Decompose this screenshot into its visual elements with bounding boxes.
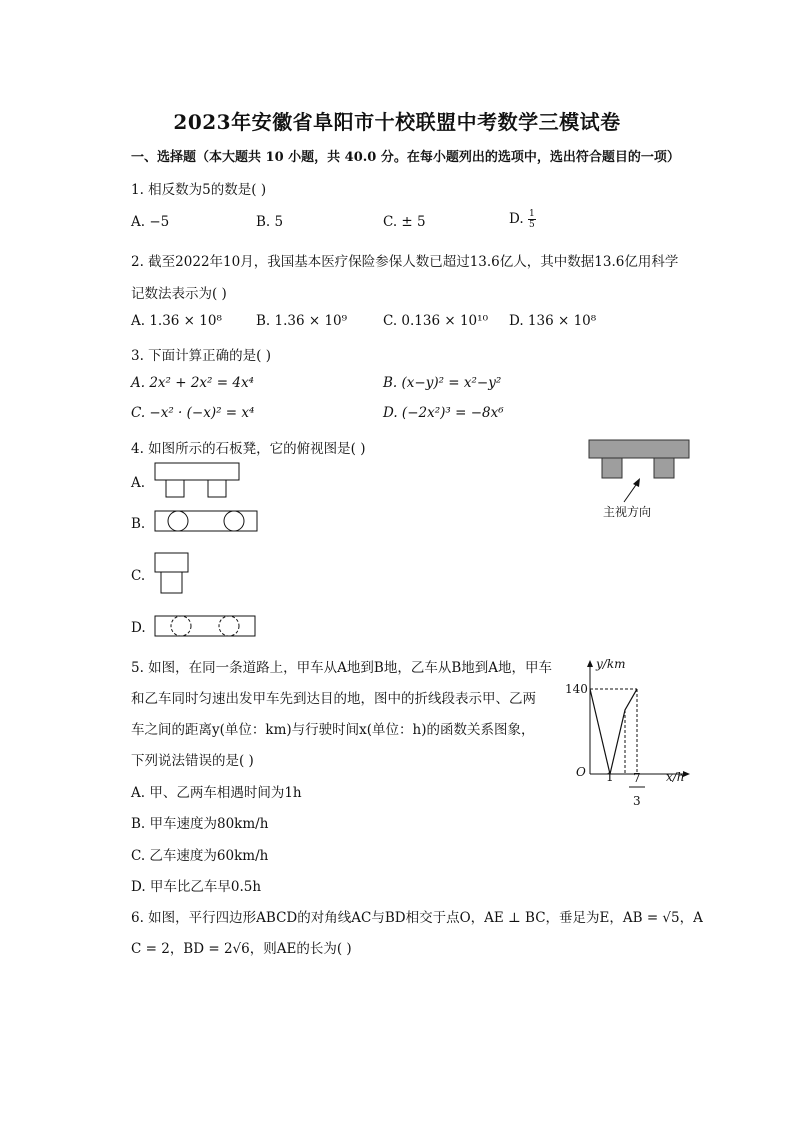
question-2-stem-line1: 2. 截至2022年10月，我国基本医疗保险参保人数已超过13.6亿人，其中数据13.6亿用科学: [131, 254, 679, 270]
bench-top-rect: [155, 463, 239, 480]
question-5-stem-line3: 车之间的距离y(单位：km)与行驶时间x(单位：h)的函数关系图象，: [131, 722, 535, 738]
q4-bench-figure: [586, 436, 694, 526]
q4-option-b-figure: [154, 510, 260, 534]
q5-distance-time-graph: [560, 652, 694, 814]
bench-leg-left: [602, 458, 622, 478]
question-3-stem: 3. 下面计算正确的是( ): [131, 348, 271, 364]
fraction-denominator: 5: [528, 220, 535, 230]
q4-option-c-label: C.: [131, 568, 146, 584]
q1-option-d-fraction: [528, 209, 536, 230]
q3-option-a: A. 2x² + 2x² = 4x⁴: [131, 375, 254, 391]
view-direction-caption: 主视方向: [603, 505, 652, 519]
bench-leg-right: [208, 480, 226, 497]
q4-option-b-label: B.: [131, 516, 146, 532]
q4-option-d-label: D.: [131, 620, 146, 636]
q1-option-b: B. 5: [256, 214, 284, 230]
x-axis-label: x/h: [666, 770, 685, 784]
question-6-stem-line2: C = 2，BD = 2√6，则AE的长为( ): [131, 941, 352, 957]
q3-option-c: C. −x² · (−x)² = x⁴: [131, 405, 255, 421]
side-view-leg: [161, 572, 182, 593]
q5-option-c: C. 乙车速度为60km/h: [131, 848, 269, 864]
q2-option-d: D. 136 × 10⁸: [509, 313, 597, 329]
q1-option-d-label: D.: [509, 211, 524, 227]
bench-leg-circle-left: [168, 511, 188, 531]
q2-option-b: B. 1.36 × 10⁹: [256, 313, 348, 329]
q1-option-a: A. −5: [131, 214, 170, 230]
y-tick-140: 140: [565, 682, 588, 696]
q1-option-d: [509, 209, 536, 230]
q3-option-b: B. (x−y)² = x²−y²: [383, 375, 502, 391]
arrow-head: [633, 478, 640, 487]
hidden-leg-circle-left: [171, 616, 191, 636]
page-title: 2023年安徽省阜阳市十校联盟中考数学三模试卷: [173, 110, 621, 134]
x-tick-7-3-numerator: 7: [633, 771, 641, 785]
q4-option-a-label: A.: [131, 475, 146, 491]
y-axis-label: y/km: [596, 657, 626, 671]
question-1-stem: 1. 相反数为5的数是( ): [131, 182, 267, 198]
q5-option-a: A. 甲、乙两车相遇时间为1h: [131, 785, 302, 801]
q5-option-d: D. 甲车比乙车早0.5h: [131, 879, 262, 895]
q2-option-c: C. 0.136 × 10¹⁰: [383, 313, 488, 329]
side-view-top: [155, 553, 188, 572]
q4-option-d-figure: [154, 615, 258, 639]
section-heading: 一、选择题（本大题共 10 小题，共 40.0 分。在每小题列出的选项中，选出符合题目的一项）: [131, 150, 680, 165]
y-axis-arrow: [587, 660, 593, 667]
question-2-stem-line2: 记数法表示为( ): [131, 286, 227, 302]
question-5-stem-line2: 和乙车同时匀速出发甲车先到达目的地，图中的折线段表示甲、乙两: [131, 691, 536, 707]
x-tick-7-3-denominator: 3: [633, 794, 641, 808]
q4-option-c-figure: [154, 552, 192, 596]
origin-label: O: [576, 765, 586, 779]
q4-option-a-figure: [154, 462, 242, 500]
fraction-numerator: 1: [528, 209, 535, 219]
bench-leg-right: [654, 458, 674, 478]
question-6-stem-line1: 6. 如图，平行四边形ABCD的对角线AC与BD相交于点O，AE ⊥ BC，垂足为E，AB = √5，A: [131, 910, 703, 926]
q3-option-d: D. (−2x²)³ = −8x⁶: [383, 405, 504, 421]
question-5-stem-line1: 5. 如图，在同一条道路上，甲车从A地到B地，乙车从B地到A地，甲车: [131, 660, 553, 676]
distance-polyline: [590, 689, 637, 774]
q1-option-c: C. ± 5: [383, 214, 426, 230]
bench-top-rect: [155, 616, 255, 636]
q2-option-a: A. 1.36 × 10⁸: [131, 313, 222, 329]
question-5-stem-line4: 下列说法错误的是( ): [131, 753, 254, 769]
bench-leg-circle-right: [224, 511, 244, 531]
question-4-stem: 4. 如图所示的石板凳，它的俯视图是( ): [131, 441, 366, 457]
bench-slab: [589, 440, 689, 458]
hidden-leg-circle-right: [219, 616, 239, 636]
bench-leg-left: [166, 480, 184, 497]
x-tick-1: 1: [606, 770, 614, 784]
q5-option-b: B. 甲车速度为80km/h: [131, 816, 269, 832]
